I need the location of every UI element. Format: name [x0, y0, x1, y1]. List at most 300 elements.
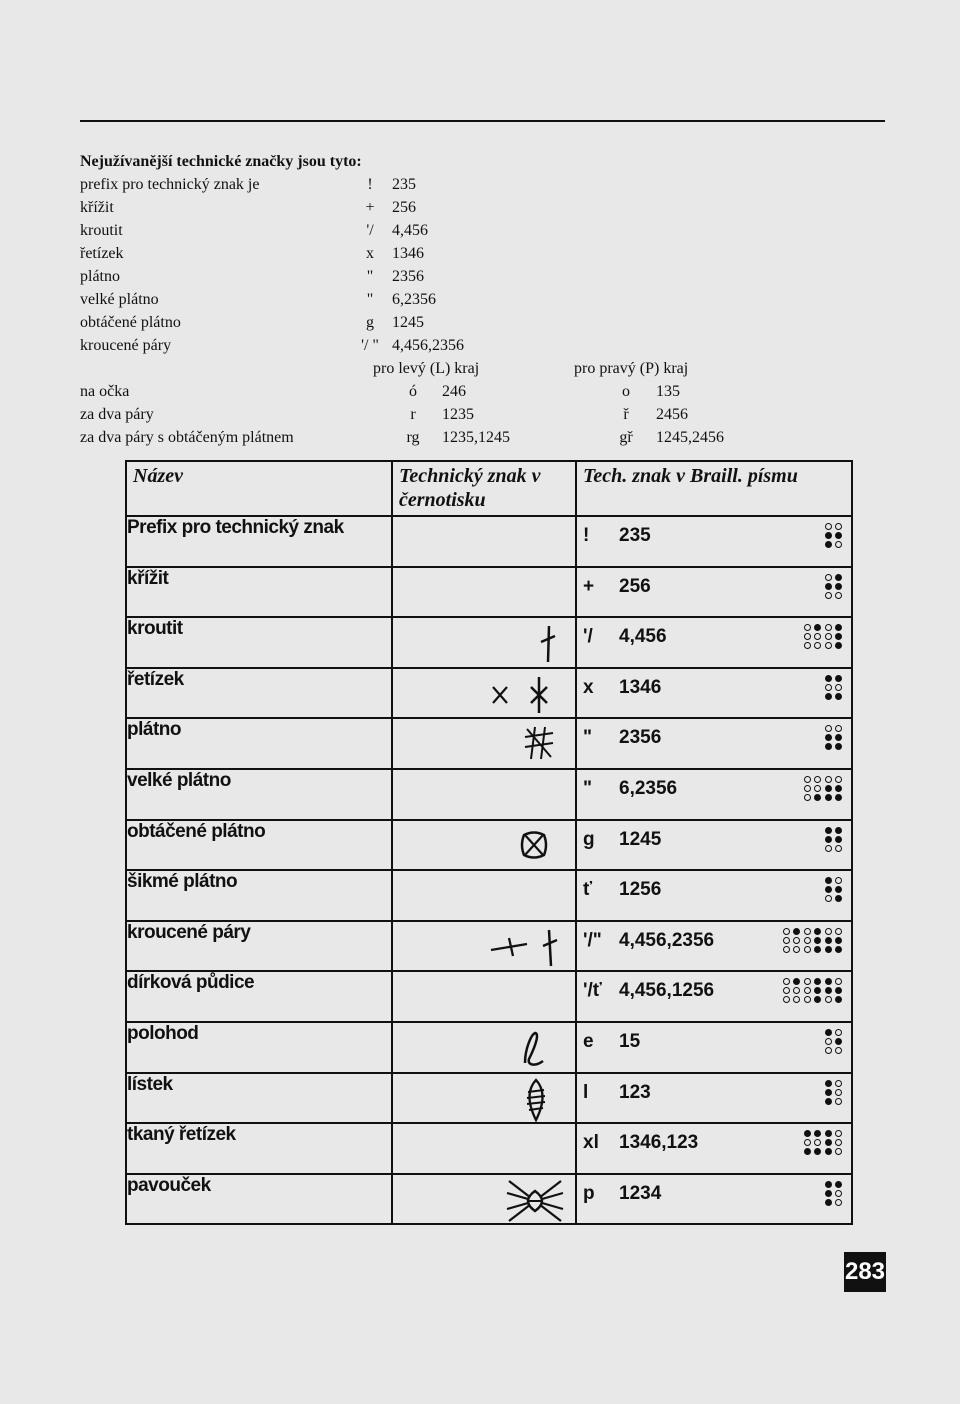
intro-row-name: křížit [80, 199, 114, 216]
row-name: dírková půdice [126, 971, 392, 1022]
braille-dot [814, 937, 821, 944]
braille-dot [825, 987, 832, 994]
braille-cells [804, 776, 843, 802]
braille-dot [835, 987, 842, 994]
row-braille-symbol: '/ť [583, 980, 602, 1002]
braille-cells [825, 1181, 843, 1207]
braille-dot [804, 996, 811, 1003]
braille-dot [835, 1080, 842, 1087]
braille-cells [825, 675, 843, 701]
braille-cells [825, 1080, 843, 1106]
row-braille [576, 971, 852, 1022]
row-name: řetízek [126, 668, 392, 719]
wrapped-linen-icon [519, 829, 549, 863]
braille-dot [804, 1139, 811, 1146]
braille-cell [825, 1080, 843, 1106]
braille-dot [793, 937, 800, 944]
braille-dot [825, 996, 832, 1003]
table-row [126, 516, 852, 567]
braille-dot [804, 624, 811, 631]
braille-dot [835, 1181, 842, 1188]
braille-dot [825, 693, 832, 700]
intro-row [80, 334, 880, 357]
braille-dot [825, 541, 832, 548]
table-row [126, 921, 852, 972]
braille-cell [783, 928, 801, 954]
braille-dot [825, 592, 832, 599]
row-braille-code: 235 [619, 525, 651, 546]
braille-dot [814, 794, 821, 801]
intro-row-name: řetízek [80, 245, 124, 262]
intro-row-name: obtáčené plátno [80, 314, 181, 331]
row-name: kroutit [126, 617, 392, 668]
intro-row-name: velké plátno [80, 291, 159, 308]
twisted-pairs-icon [487, 928, 567, 968]
braille-dot [835, 583, 842, 590]
braille-dot [835, 684, 842, 691]
row-braille [576, 516, 852, 567]
row-glyph [392, 718, 576, 769]
row-braille [576, 870, 852, 921]
braille-dot [825, 1130, 832, 1137]
symbols-table [125, 460, 853, 1225]
braille-dot [814, 785, 821, 792]
braille-dot [804, 1130, 811, 1137]
intro-row-code: 6,2356 [392, 291, 436, 308]
braille-dot [835, 1199, 842, 1206]
row-name: šikmé plátno [126, 870, 392, 921]
row-braille-symbol: " [583, 727, 593, 749]
braille-dot [825, 877, 832, 884]
braille-cell [783, 978, 801, 1004]
row-braille-symbol: x [583, 676, 594, 698]
braille-dot [835, 675, 842, 682]
braille-cell [825, 827, 843, 853]
row-braille-symbol: " [583, 777, 593, 799]
braille-cells [804, 1130, 843, 1156]
row-braille [576, 1022, 852, 1073]
row-glyph [392, 1073, 576, 1124]
braille-cell [825, 1181, 843, 1207]
braille-dot [825, 1148, 832, 1155]
row-braille-code: 1234 [619, 1182, 662, 1204]
edge-row-left-code: 1235,1245 [442, 429, 510, 446]
row-braille-code: 6,2356 [619, 777, 678, 799]
braille-dot [814, 987, 821, 994]
braille-cells [825, 523, 843, 549]
braille-dot [783, 996, 790, 1003]
row-braille-symbol: '/ [583, 626, 593, 648]
braille-dot [825, 836, 832, 843]
braille-dot [814, 978, 821, 985]
braille-dot [793, 946, 800, 953]
intro-row-name: kroutit [80, 222, 123, 239]
braille-dot [814, 928, 821, 935]
twist-icon [533, 624, 563, 664]
row-glyph [392, 1174, 576, 1225]
braille-dot [835, 785, 842, 792]
braille-dot [835, 845, 842, 852]
braille-dot [835, 794, 842, 801]
intro-row [80, 242, 880, 265]
table-row [126, 820, 852, 871]
braille-dot [825, 785, 832, 792]
braille-dot [825, 946, 832, 953]
braille-dot [825, 886, 832, 893]
row-braille-symbol: '/" [583, 929, 602, 951]
braille-dot [835, 1047, 842, 1054]
table-row [126, 769, 852, 820]
braille-cell [825, 928, 843, 954]
braille-dot [825, 1098, 832, 1105]
half-stitch-icon [517, 1029, 547, 1069]
edge-row-right-code: 1245,2456 [656, 429, 724, 446]
edge-header [80, 357, 880, 380]
braille-dot [825, 725, 832, 732]
intro-row-symbol: ! [367, 176, 373, 193]
braille-dot [804, 978, 811, 985]
braille-dot [825, 1181, 832, 1188]
row-name: tkaný řetízek [126, 1123, 392, 1174]
row-braille [576, 1123, 852, 1174]
intro-row-symbol: g [366, 314, 374, 331]
braille-dot [804, 987, 811, 994]
braille-dot [825, 624, 832, 631]
edge-row-left-code: 246 [442, 383, 466, 400]
braille-dot [835, 642, 842, 649]
braille-cell [804, 1130, 822, 1156]
braille-dot [835, 928, 842, 935]
braille-cells [825, 574, 843, 600]
row-glyph [392, 617, 576, 668]
braille-dot [825, 583, 832, 590]
braille-cells [825, 877, 843, 903]
braille-dot [825, 895, 832, 902]
table-row [126, 971, 852, 1022]
braille-dot [825, 532, 832, 539]
row-glyph [392, 668, 576, 719]
braille-dot [825, 1089, 832, 1096]
braille-dot [825, 675, 832, 682]
braille-dot [825, 794, 832, 801]
row-braille-code: 15 [619, 1030, 641, 1052]
braille-dot [814, 642, 821, 649]
row-braille-code: 1245 [619, 828, 662, 850]
braille-dot [825, 978, 832, 985]
row-glyph [392, 921, 576, 972]
row-braille-code: 4,456,2356 [619, 929, 715, 951]
braille-dot [804, 633, 811, 640]
braille-dot [825, 937, 832, 944]
table-row [126, 1123, 852, 1174]
braille-dot [835, 776, 842, 783]
row-braille-symbol: l [583, 1081, 589, 1103]
braille-dot [825, 574, 832, 581]
row-braille-symbol: g [583, 828, 595, 850]
braille-dot [814, 1139, 821, 1146]
braille-dot [825, 1199, 832, 1206]
braille-dot [835, 1139, 842, 1146]
braille-dot [804, 1148, 811, 1155]
edge-row [80, 403, 880, 426]
row-braille-code: 1346 [619, 676, 662, 698]
braille-dot [793, 978, 800, 985]
braille-dot [835, 1038, 842, 1045]
row-braille [576, 1073, 852, 1124]
row-braille-code: 1346,123 [619, 1132, 699, 1154]
braille-dot [793, 996, 800, 1003]
braille-cell [825, 523, 843, 549]
intro-row-code: 235 [392, 176, 416, 193]
row-name: plátno [126, 718, 392, 769]
row-name: kroucené páry [126, 921, 392, 972]
braille-cell [825, 624, 843, 650]
braille-dot [825, 845, 832, 852]
braille-dot [804, 776, 811, 783]
braille-dot [825, 633, 832, 640]
row-braille-code: 123 [619, 1081, 651, 1103]
braille-dot [825, 1190, 832, 1197]
edge-row-left-symbol: ó [409, 383, 417, 400]
braille-dot [804, 642, 811, 649]
braille-dot [804, 928, 811, 935]
row-glyph [392, 971, 576, 1022]
intro-row [80, 288, 880, 311]
braille-dot [835, 592, 842, 599]
row-braille-symbol: xl [583, 1132, 599, 1154]
braille-dot [835, 877, 842, 884]
braille-dot [835, 1098, 842, 1105]
row-name: křížit [126, 567, 392, 618]
braille-cells [825, 1029, 843, 1055]
braille-dot [835, 946, 842, 953]
braille-dot [835, 1190, 842, 1197]
row-braille [576, 769, 852, 820]
braille-dot [835, 836, 842, 843]
braille-dot [825, 684, 832, 691]
braille-cell [804, 624, 822, 650]
row-braille [576, 617, 852, 668]
braille-dot [825, 523, 832, 530]
braille-dot [825, 1047, 832, 1054]
braille-dot [814, 776, 821, 783]
row-braille-symbol: ť [583, 879, 593, 901]
table-row [126, 668, 852, 719]
braille-dot [783, 987, 790, 994]
row-name: polohod [126, 1022, 392, 1073]
braille-dot [825, 928, 832, 935]
linen-icon [519, 723, 559, 763]
row-braille [576, 1174, 852, 1225]
braille-cell [825, 1130, 843, 1156]
braille-dot [825, 1029, 832, 1036]
braille-dot [825, 734, 832, 741]
braille-cell [825, 675, 843, 701]
braille-cell [825, 776, 843, 802]
intro-title: Nejužívanější technické značky jsou tyto: [80, 153, 362, 170]
edge-row [80, 426, 880, 449]
braille-dot [835, 996, 842, 1003]
braille-dot [783, 928, 790, 935]
row-glyph [392, 516, 576, 567]
row-braille-symbol: p [583, 1182, 595, 1204]
intro-row [80, 265, 880, 288]
braille-dot [835, 574, 842, 581]
row-name: velké plátno [126, 769, 392, 820]
edge-row [80, 380, 880, 403]
edge-row-right-symbol: ř [623, 406, 629, 423]
braille-dot [783, 946, 790, 953]
braille-dot [835, 693, 842, 700]
chain-icon [489, 675, 559, 715]
row-braille-code: 4,456 [619, 626, 667, 648]
row-braille [576, 567, 852, 618]
edge-row-left-code: 1235 [442, 406, 474, 423]
braille-cell [825, 574, 843, 600]
table-row [126, 870, 852, 921]
row-braille [576, 668, 852, 719]
braille-dot [835, 886, 842, 893]
braille-cell [825, 877, 843, 903]
braille-cells [825, 827, 843, 853]
table-row [126, 1073, 852, 1124]
braille-dot [804, 785, 811, 792]
header-braille: Tech. znak v Braill. písmu [576, 461, 852, 516]
intro-row-code: 2356 [392, 268, 424, 285]
table-row [126, 617, 852, 668]
intro-row [80, 311, 880, 334]
intro-row [80, 219, 880, 242]
braille-dot [814, 946, 821, 953]
edge-row-name: za dva páry s obtáčeným plátnem [80, 429, 294, 446]
edge-header-right: pro pravý (P) kraj [574, 360, 689, 377]
intro-row-name: plátno [80, 268, 120, 285]
intro-row-name: kroucené páry [80, 337, 172, 354]
braille-dot [835, 1029, 842, 1036]
braille-dot [825, 1038, 832, 1045]
top-rule [80, 120, 885, 122]
braille-dot [814, 1130, 821, 1137]
braille-dot [835, 895, 842, 902]
intro-row-symbol: '/ [366, 222, 374, 239]
leaf-icon [521, 1078, 551, 1122]
braille-dot [835, 725, 842, 732]
braille-dot [783, 937, 790, 944]
braille-dot [835, 523, 842, 530]
edge-row-right-code: 2456 [656, 406, 688, 423]
row-glyph [392, 870, 576, 921]
intro-row-symbol: " [366, 268, 374, 285]
intro-row [80, 173, 880, 196]
braille-dot [835, 532, 842, 539]
braille-dot [825, 1139, 832, 1146]
intro-row-code: 4,456 [392, 222, 428, 239]
intro-row-name: prefix pro technický znak je [80, 176, 260, 193]
braille-dot [835, 978, 842, 985]
row-braille [576, 921, 852, 972]
braille-cell [804, 978, 822, 1004]
braille-dot [835, 1089, 842, 1096]
row-name: pavouček [126, 1174, 392, 1225]
intro-row-symbol: '/ " [361, 337, 379, 354]
page-number: 283 [844, 1252, 886, 1292]
braille-dot [825, 743, 832, 750]
row-braille-symbol: e [583, 1030, 594, 1052]
intro-row [80, 196, 880, 219]
braille-dot [814, 633, 821, 640]
row-braille-code: 4,456,1256 [619, 980, 715, 1002]
braille-cell [825, 1029, 843, 1055]
braille-dot [835, 633, 842, 640]
braille-dot [825, 827, 832, 834]
braille-dot [793, 928, 800, 935]
row-braille-symbol: ! [583, 525, 590, 546]
row-glyph [392, 820, 576, 871]
edge-header-left: pro levý (L) kraj [373, 360, 480, 377]
braille-dot [783, 978, 790, 985]
braille-dot [814, 624, 821, 631]
spider-icon [505, 1177, 565, 1225]
row-name: Prefix pro technický znak [126, 516, 392, 567]
intro-row-symbol: + [365, 199, 375, 216]
header-name: Název [126, 461, 392, 516]
edge-row-left-symbol: rg [406, 429, 420, 446]
row-name: obtáčené plátno [126, 820, 392, 871]
braille-dot [804, 937, 811, 944]
row-braille-code: 1256 [619, 879, 662, 901]
braille-cells [783, 978, 843, 1004]
braille-cells [825, 725, 843, 751]
braille-dot [835, 937, 842, 944]
braille-cells [804, 624, 843, 650]
row-glyph [392, 769, 576, 820]
braille-dot [835, 1148, 842, 1155]
braille-dot [835, 734, 842, 741]
braille-cell [825, 725, 843, 751]
table-row [126, 718, 852, 769]
intro-row-symbol: " [366, 291, 374, 308]
edge-row-name: na očka [80, 383, 130, 400]
edge-row-right-symbol: gř [619, 429, 633, 446]
braille-cell [804, 776, 822, 802]
edge-row-left-symbol: r [410, 406, 416, 423]
braille-dot [804, 794, 811, 801]
row-braille-code: 256 [619, 575, 651, 597]
intro-list [80, 150, 880, 449]
intro-row-code: 256 [392, 199, 416, 216]
braille-dot [835, 1130, 842, 1137]
row-braille [576, 718, 852, 769]
braille-dot [825, 642, 832, 649]
braille-dot [814, 1148, 821, 1155]
header-tech: Technický znak v černotisku [392, 461, 576, 516]
braille-dot [814, 996, 821, 1003]
braille-dot [825, 776, 832, 783]
row-braille-symbol: + [583, 575, 595, 597]
row-glyph [392, 1022, 576, 1073]
row-braille [576, 820, 852, 871]
braille-dot [825, 1080, 832, 1087]
intro-row-code: 4,456,2356 [392, 337, 464, 354]
braille-dot [804, 946, 811, 953]
braille-cell [804, 928, 822, 954]
table-header-row [126, 461, 852, 516]
edge-row-right-symbol: o [622, 383, 630, 400]
table-row [126, 567, 852, 618]
row-glyph [392, 1123, 576, 1174]
table-row [126, 1022, 852, 1073]
table-row [126, 1174, 852, 1225]
